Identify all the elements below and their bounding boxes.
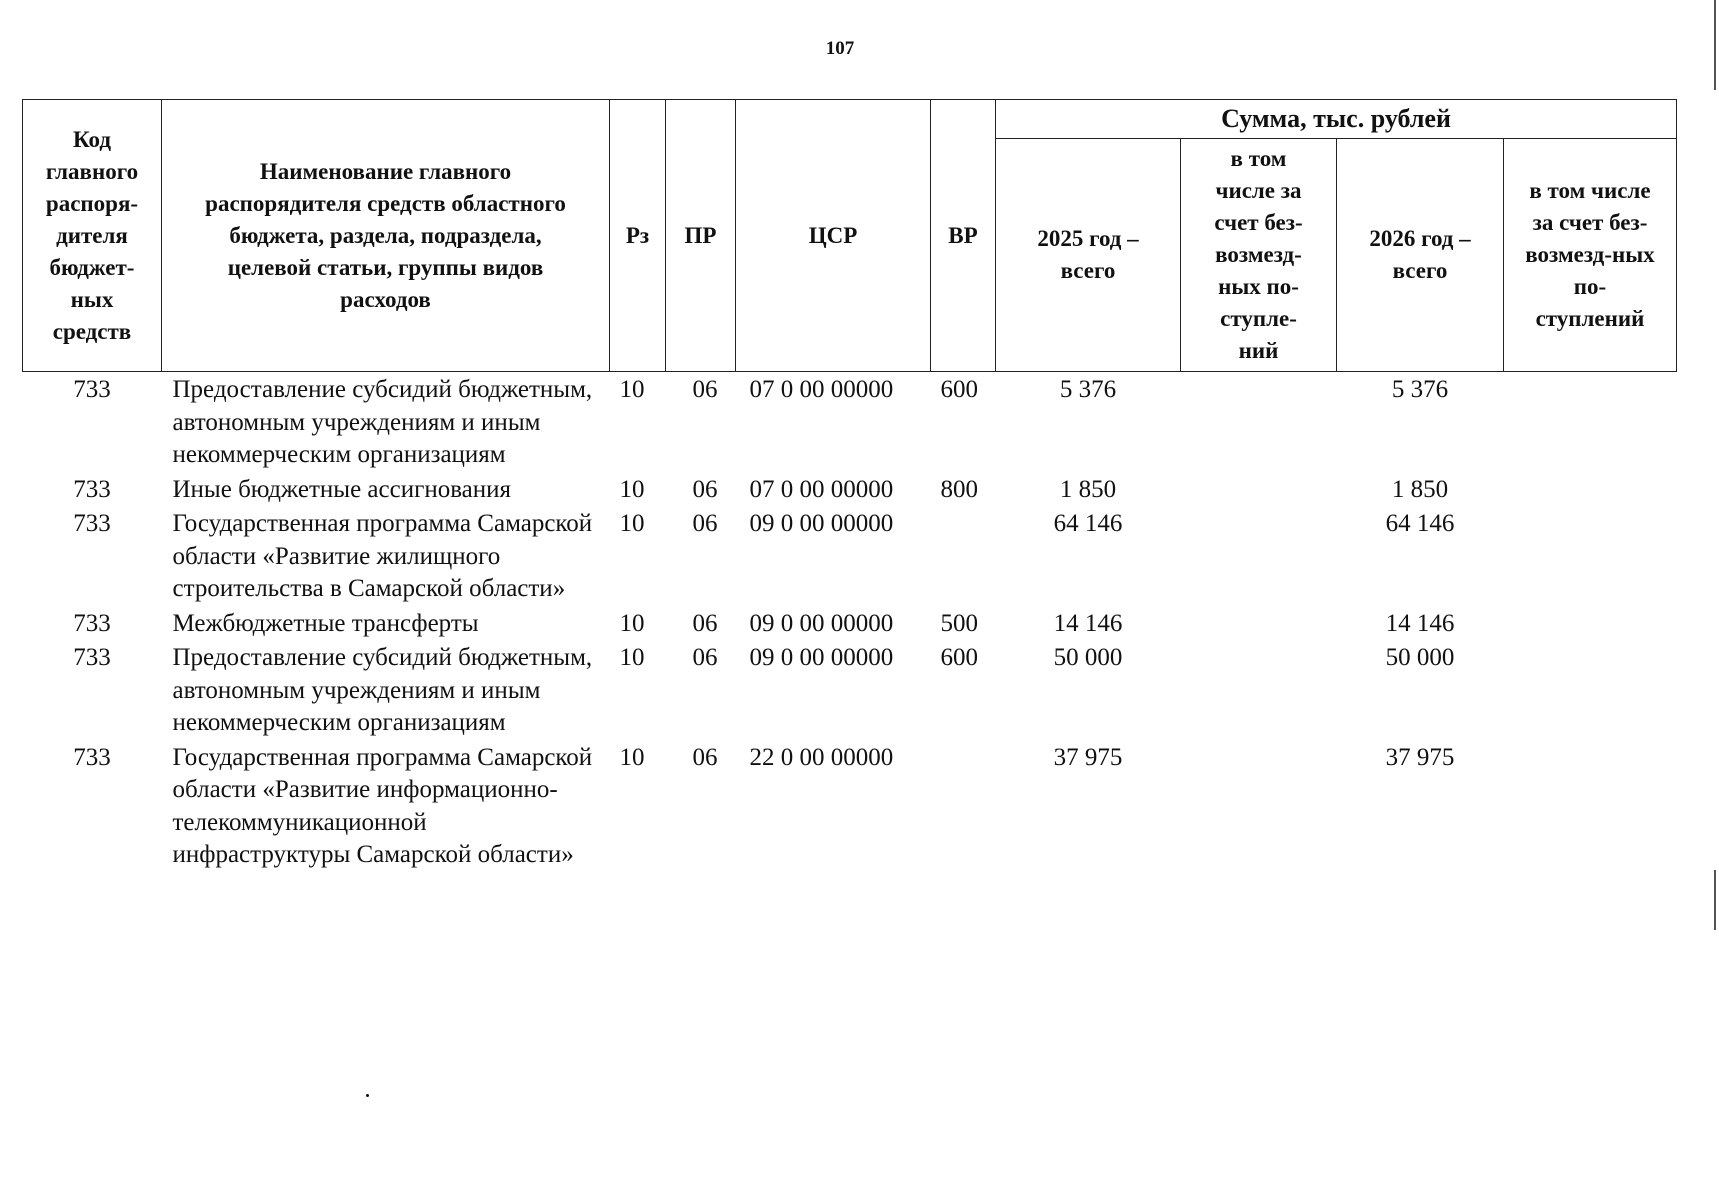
header-sum-2025-text: 2025 год – всего xyxy=(1037,226,1139,283)
cell-pr: 06 xyxy=(692,644,718,671)
cell-code: 733 xyxy=(73,743,111,771)
cell-rz: 10 xyxy=(619,609,645,637)
cell-sum-2025: 50 000 xyxy=(1053,644,1123,671)
table-header xyxy=(23,100,1677,372)
cell-name: Государственная программа Самарской области «Развитие информационно-телекоммуникационной инфраструктуры Самарской области» xyxy=(172,743,593,868)
header-code xyxy=(23,100,162,372)
header-vr: ВР xyxy=(931,100,996,372)
cell-gratuitous-2026 xyxy=(1504,608,1677,643)
header-sum-2025 xyxy=(996,139,1181,372)
cell-gratuitous-2025 xyxy=(1181,508,1337,608)
header-sum-2026 xyxy=(1337,139,1504,372)
cell-sum-2025: 64 146 xyxy=(1053,510,1123,537)
cell-code: 733 xyxy=(73,609,111,637)
cell-sum-2026: 14 146 xyxy=(1385,609,1455,637)
header-rz: Рз xyxy=(610,100,666,372)
cell-sum-2025: 37 975 xyxy=(1053,743,1123,771)
cell-sum-2026: 50 000 xyxy=(1385,644,1455,671)
cell-rz: 10 xyxy=(619,475,645,503)
table-row xyxy=(23,742,1677,874)
cell-csr: 09 0 00 00000 xyxy=(749,609,894,637)
cell-vr xyxy=(931,508,996,608)
cell-vr: 500 xyxy=(940,609,978,637)
header-name-text: Наименование главного распорядителя средств областного бюджета, раздела, подраздела, целевой статьи, группы видов расходов xyxy=(205,158,566,312)
cell-csr: 07 0 00 00000 xyxy=(749,475,894,503)
cell-gratuitous-2026 xyxy=(1504,642,1677,742)
table-row xyxy=(23,372,1677,474)
cell-rz: 10 xyxy=(619,743,645,771)
cell-csr: 09 0 00 00000 xyxy=(749,644,894,671)
cell-sum-2026: 5 376 xyxy=(1391,376,1449,403)
cell-name: Государственная программа Самарской области «Развитие жилищного строительства в Самарской области» xyxy=(172,510,593,602)
cell-pr: 06 xyxy=(692,475,718,503)
table-row xyxy=(23,642,1677,742)
cell-vr xyxy=(931,742,996,874)
header-gratuitous-2026-text: в том числе за счет без-возмезд-ных по-ступлений xyxy=(1525,178,1655,331)
cell-code: 733 xyxy=(73,475,111,503)
header-code-text: Код главного распоря-дителя бюджет-ных средств xyxy=(45,126,139,344)
table-row xyxy=(23,608,1677,643)
table-row xyxy=(23,508,1677,608)
budget-table xyxy=(22,99,1677,874)
cell-sum-2025: 14 146 xyxy=(1053,609,1123,637)
cell-gratuitous-2025 xyxy=(1181,474,1337,509)
cell-pr: 06 xyxy=(692,376,718,403)
header-sum: Сумма, тыс. рублей xyxy=(996,100,1677,139)
cell-gratuitous-2025 xyxy=(1181,372,1337,474)
cell-name: Предоставление субсидий бюджетным, автономным учреждениям и иным некоммерческим организациям xyxy=(172,376,593,468)
cell-csr: 09 0 00 00000 xyxy=(749,510,894,537)
cell-name: Предоставление субсидий бюджетным, автономным учреждениям и иным некоммерческим организациям xyxy=(172,644,593,736)
cell-gratuitous-2026 xyxy=(1504,508,1677,608)
table-row xyxy=(23,474,1677,509)
cell-pr: 06 xyxy=(692,609,718,637)
cell-rz: 10 xyxy=(619,376,645,403)
cell-gratuitous-2026 xyxy=(1504,372,1677,474)
cell-rz: 10 xyxy=(619,510,645,537)
cell-gratuitous-2026 xyxy=(1504,742,1677,874)
scan-dot xyxy=(366,1094,369,1097)
cell-sum-2026: 37 975 xyxy=(1385,743,1455,771)
page-number: 107 xyxy=(825,38,855,59)
cell-pr: 06 xyxy=(692,510,718,537)
header-name xyxy=(162,100,610,372)
cell-gratuitous-2025 xyxy=(1181,642,1337,742)
cell-gratuitous-2025 xyxy=(1181,608,1337,643)
scan-edge-mark xyxy=(1714,870,1716,930)
table-body xyxy=(23,372,1677,874)
cell-code: 733 xyxy=(73,376,111,403)
cell-sum-2026: 1 850 xyxy=(1391,475,1449,503)
cell-gratuitous-2025 xyxy=(1181,742,1337,874)
cell-code: 733 xyxy=(73,510,111,537)
cell-pr: 06 xyxy=(692,743,718,771)
cell-sum-2025: 5 376 xyxy=(1059,376,1117,403)
cell-code: 733 xyxy=(73,644,111,671)
cell-sum-2025: 1 850 xyxy=(1059,475,1117,503)
cell-gratuitous-2026 xyxy=(1504,474,1677,509)
cell-rz: 10 xyxy=(619,644,645,671)
scan-edge-mark xyxy=(1714,0,1716,90)
cell-sum-2026: 64 146 xyxy=(1385,510,1455,537)
header-pr: ПР xyxy=(666,100,736,372)
header-csr: ЦСР xyxy=(736,100,931,372)
cell-vr: 600 xyxy=(940,376,978,403)
cell-name: Иные бюджетные ассигнования xyxy=(172,475,512,503)
header-sum-2026-text: 2026 год – всего xyxy=(1369,226,1471,283)
cell-csr: 22 0 00 00000 xyxy=(749,743,894,771)
cell-vr: 600 xyxy=(940,644,978,671)
header-gratuitous-2025-text: в том числе за счет без-возмезд-ных по-ступле-ний xyxy=(1214,146,1303,363)
header-gratuitous-2025 xyxy=(1181,139,1337,372)
cell-csr: 07 0 00 00000 xyxy=(749,376,894,403)
cell-vr: 800 xyxy=(940,475,978,503)
cell-name: Межбюджетные трансферты xyxy=(172,609,479,637)
header-gratuitous-2026 xyxy=(1504,139,1677,372)
